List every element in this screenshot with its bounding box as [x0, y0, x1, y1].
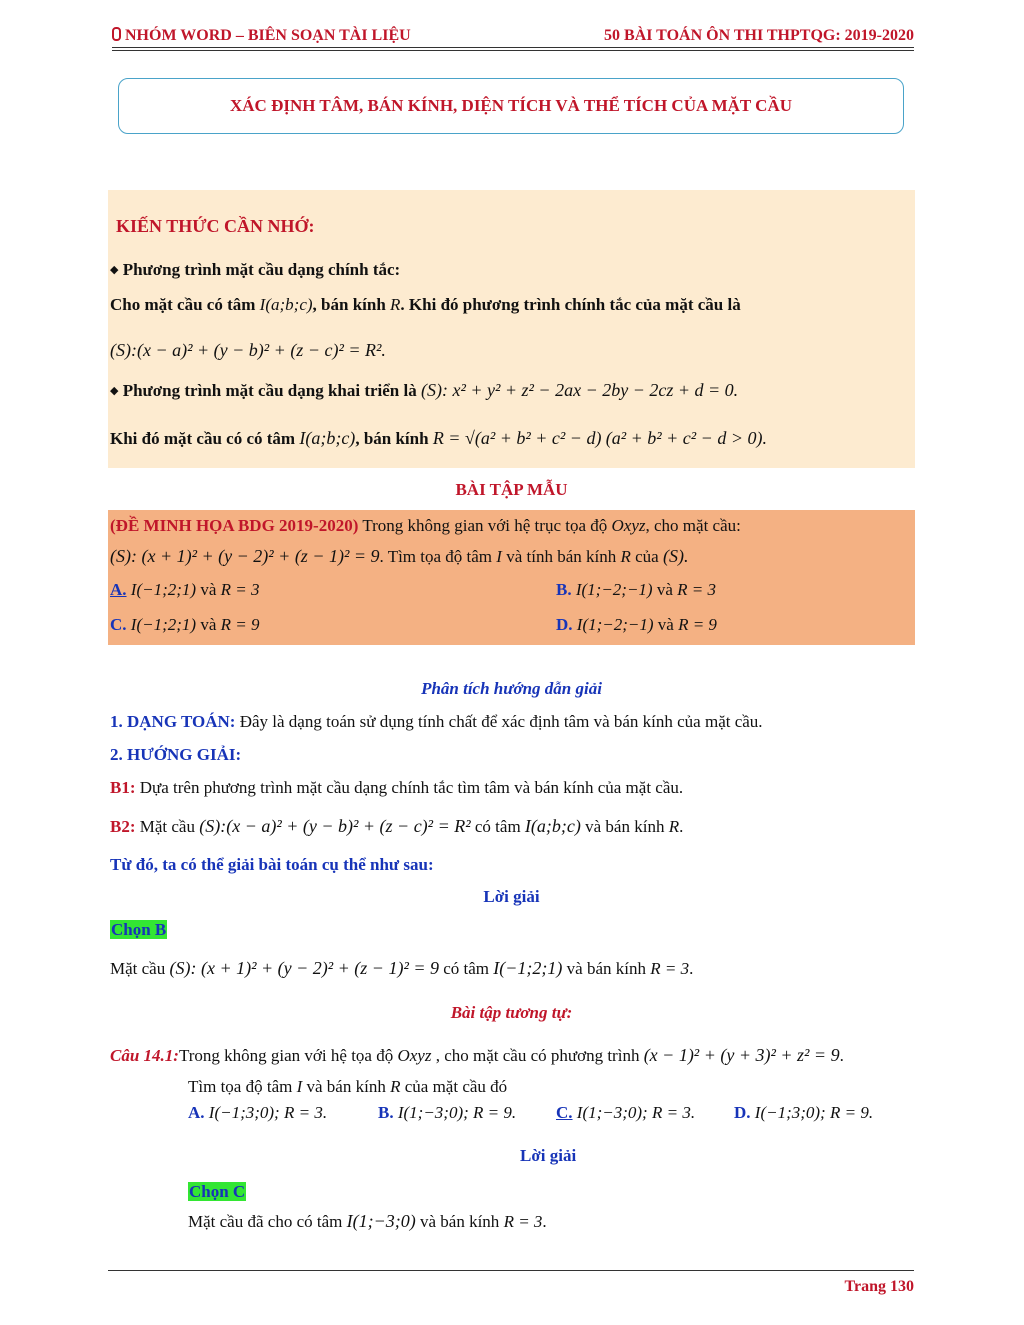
similar-solution-heading: Lời giải [520, 1146, 577, 1165]
diamond-bullet-icon: ◆ [110, 385, 119, 397]
example-question-line-2: (S): (x + 1)² + (y − 2)² + (z − 1)² = 9. Tìm tọa độ tâm I và tính bán kính R của (S). [110, 546, 689, 566]
example-option-b: B. I(1;−2;−1) và R = 3 [556, 580, 716, 599]
similar-question-line-1: Câu 14.1:Trong không gian với hệ tọa độ Oxyz , cho mặt cầu có phương trình (x − 1)² + (y + 3)² + z² = 9. [110, 1045, 844, 1065]
example-option-c: C. I(−1;2;1) và R = 9 [110, 615, 260, 634]
knowledge-item-1-formula: (S):(x − a)² + (y − b)² + (z − c)² = R². [110, 340, 386, 360]
analysis-conclusion: Từ đó, ta có thể giải bài toán cụ thể như sau: [110, 855, 434, 874]
similar-heading: Bài tập tương tự: [450, 1003, 573, 1022]
example-option-a: A. I(−1;2;1) và R = 3 [110, 580, 260, 599]
page-number: Trang 130 [844, 1278, 914, 1295]
knowledge-heading: KIẾN THỨC CẦN NHỚ: [116, 216, 315, 236]
solution-choice: Chọn B [111, 920, 167, 939]
example-option-d: D. I(1;−2;−1) và R = 9 [556, 615, 717, 634]
page-title: XÁC ĐỊNH TÂM, BÁN KÍNH, DIỆN TÍCH VÀ THỂ TÍCH CỦA MẶT CẦU [118, 78, 904, 134]
similar-option-d: D. I(−1;3;0); R = 9. [734, 1103, 874, 1122]
analysis-p2: 2. HƯỚNG GIẢI: [110, 745, 242, 764]
knowledge-item-1-text: Cho mặt cầu có tâm I(a;b;c), bán kính R. Khi đó phương trình chính tắc của mặt cầu là [110, 295, 741, 314]
footer-rule [108, 1270, 914, 1271]
similar-solution-choice: Chọn C [189, 1182, 246, 1201]
header-rule-2 [112, 50, 914, 51]
header-left-text: NHÓM WORD – BIÊN SOẠN TÀI LIỆU [125, 27, 411, 44]
header-right: 50 BÀI TOÁN ÔN THI THPTQG: 2019-2020 [604, 27, 914, 44]
analysis-b2: B2: Mặt cầu (S):(x − a)² + (y − b)² + (z − c)² = R² có tâm I(a;b;c) và bán kính R. [110, 816, 684, 836]
knowledge-item-2: ◆ Phương trình mặt cầu dạng khai triển là (S): x² + y² + z² − 2ax − 2by − 2cz + d = 0. [110, 380, 739, 400]
header-rule [112, 47, 914, 48]
similar-option-c: C. I(1;−3;0); R = 3. [556, 1103, 696, 1122]
similar-question-line-2: Tìm tọa độ tâm I và bán kính R của mặt cầu đó [188, 1077, 508, 1096]
book-icon [112, 27, 121, 41]
example-question-line-1: (ĐỀ MINH HỌA BDG 2019-2020) Trong không gian với hệ trục tọa độ Oxyz, cho mặt cầu: [110, 516, 741, 535]
knowledge-item-1-title: ◆ Phương trình mặt cầu dạng chính tắc: [110, 260, 401, 279]
header-left [112, 27, 411, 45]
diamond-bullet-icon: ◆ [110, 264, 119, 276]
solution-heading: Lời giải [483, 887, 540, 906]
similar-option-b: B. I(1;−3;0); R = 9. [378, 1103, 517, 1122]
example-heading: BÀI TẬP MẪU [455, 480, 568, 499]
similar-option-a: A. I(−1;3;0); R = 3. [188, 1103, 328, 1122]
analysis-p1: 1. DẠNG TOÁN: Đây là dạng toán sử dụng tính chất để xác định tâm và bán kính của mặt cầu. [110, 712, 763, 731]
knowledge-item-3: Khi đó mặt cầu có có tâm I(a;b;c), bán kính R = √(a² + b² + c² − d) (a² + b² + c² − d > 0). [110, 428, 767, 448]
analysis-b1: B1: Dựa trên phương trình mặt cầu dạng chính tắc tìm tâm và bán kính của mặt cầu. [110, 778, 684, 797]
solution-text: Mặt cầu (S): (x + 1)² + (y − 2)² + (z − 1)² = 9 có tâm I(−1;2;1) và bán kính R = 3. [110, 958, 694, 978]
analysis-heading: Phân tích hướng dẫn giải [421, 679, 602, 698]
similar-solution-text: Mặt cầu đã cho có tâm I(1;−3;0) và bán kính R = 3. [188, 1211, 547, 1231]
